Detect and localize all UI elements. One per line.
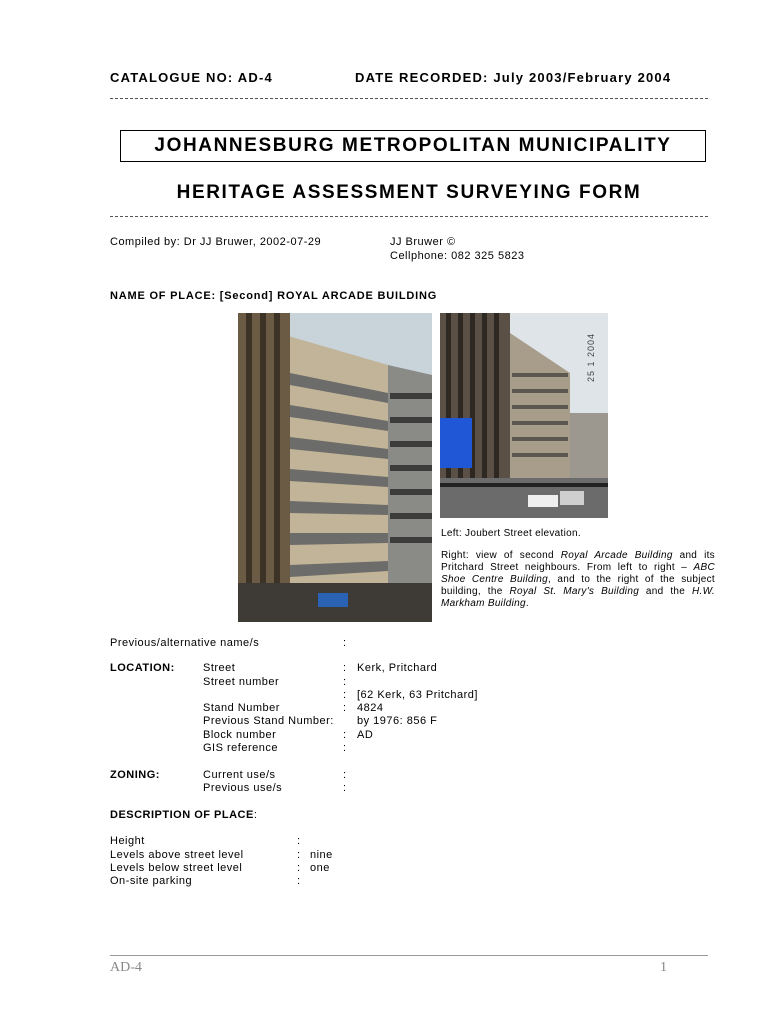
catalogue-number: CATALOGUE NO: AD-4 <box>110 70 273 85</box>
field-value: by 1976: 856 F <box>357 715 438 727</box>
field-colon: : <box>343 662 347 674</box>
field-label: Levels below street level <box>110 862 243 874</box>
page-title: JOHANNESBURG METROPOLITAN MUNICIPALITY <box>120 130 706 162</box>
photo-joubert-street <box>238 313 432 622</box>
field-label: Current use/s <box>203 769 276 781</box>
field-colon: : <box>343 689 347 701</box>
date-recorded: DATE RECORDED: July 2003/February 2004 <box>355 70 672 85</box>
photo-date-stamp: 25 1 2004 <box>586 333 596 383</box>
page-number: 1 <box>660 960 667 975</box>
caption-right: Right: view of second Royal Arcade Building and its Pritchard Street neighbours. From left to right – ABC Shoe Centre Building, and to the right of the subject building, the Royal St. Mary's Building and the H.W. Markham Building. <box>441 550 716 609</box>
cellphone: Cellphone: 082 325 5823 <box>390 250 525 262</box>
description-heading: DESCRIPTION OF PLACE: <box>110 809 258 821</box>
divider <box>110 98 708 99</box>
divider <box>110 216 708 217</box>
previous-names-label: Previous/alternative name/s <box>110 637 260 649</box>
compiled-by: Compiled by: Dr JJ Bruwer, 2002-07-29 <box>110 236 322 248</box>
field-label: Stand Number <box>203 702 280 714</box>
caption-left: Left: Joubert Street elevation. <box>441 528 581 539</box>
field-colon: : <box>343 676 347 688</box>
field-label: Street number <box>203 676 280 688</box>
field-colon: : <box>343 729 347 741</box>
field-colon: : <box>297 862 301 874</box>
field-value: one <box>310 862 330 874</box>
field-label: Block number <box>203 729 277 741</box>
field-value: [62 Kerk, 63 Pritchard] <box>357 689 478 701</box>
field-value: AD <box>357 729 374 741</box>
field-colon: : <box>343 702 347 714</box>
field-value: nine <box>310 849 333 861</box>
field-colon: : <box>343 769 347 781</box>
field-colon: : <box>297 875 301 887</box>
field-colon: : <box>297 835 301 847</box>
location-heading: LOCATION: <box>110 662 175 674</box>
field-value: Kerk, Pritchard <box>357 662 438 674</box>
field-label: On-site parking <box>110 875 193 887</box>
field-label: Height <box>110 835 145 847</box>
field-colon: : <box>343 742 347 754</box>
name-of-place: NAME OF PLACE: [Second] ROYAL ARCADE BUILDING <box>110 290 438 302</box>
footer-divider <box>110 955 708 956</box>
previous-names-colon: : <box>343 637 347 649</box>
zoning-heading: ZONING: <box>110 769 160 781</box>
field-colon: : <box>343 782 347 794</box>
field-label: Levels above street level <box>110 849 244 861</box>
photo-pritchard-street <box>440 313 608 518</box>
footer-catalogue: AD-4 <box>110 960 142 975</box>
author: JJ Bruwer © <box>390 236 456 248</box>
field-label: Previous use/s <box>203 782 283 794</box>
field-label: Street <box>203 662 236 674</box>
field-label: Previous Stand Number: <box>203 715 334 727</box>
field-label: GIS reference <box>203 742 278 754</box>
field-value: 4824 <box>357 702 384 714</box>
field-colon: : <box>297 849 301 861</box>
form-subtitle: HERITAGE ASSESSMENT SURVEYING FORM <box>176 182 642 203</box>
